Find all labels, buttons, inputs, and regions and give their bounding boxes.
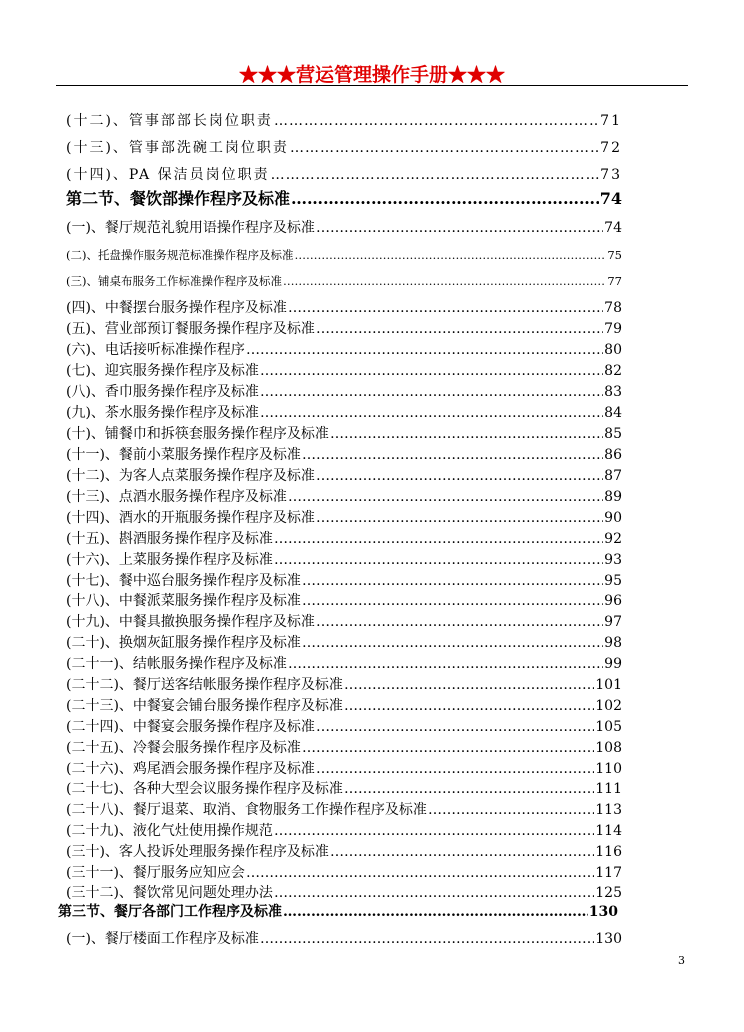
toc-entry-page: 72 — [600, 140, 622, 156]
toc-entry — [66, 822, 622, 840]
toc-entry-page: 116 — [595, 844, 622, 860]
toc-dot-leader — [344, 676, 594, 694]
toc-entry-page: 92 — [604, 531, 622, 547]
toc-dot-leader — [316, 760, 594, 778]
toc-dot-leader — [260, 930, 594, 948]
toc-entry-page: 79 — [604, 321, 622, 337]
toc-entry-page: 86 — [604, 447, 622, 463]
toc-entry-label: (二十一)、结帐服务操作程序及标准 — [66, 656, 287, 672]
toc-entry-page: 93 — [604, 552, 622, 568]
toc-entry-label: (十七)、餐中巡台服务操作程序及标准 — [66, 573, 301, 589]
toc-dot-leader — [302, 739, 594, 757]
toc-entry-page: 90 — [604, 510, 622, 526]
toc-entry-label: (一)、餐厅楼面工作程序及标准 — [66, 931, 259, 947]
toc-entry — [66, 383, 622, 401]
toc-dot-leader — [316, 613, 603, 631]
toc-entry-page: 102 — [595, 698, 622, 714]
header-divider — [56, 85, 688, 86]
toc-entry-label: (五)、营业部预订餐服务操作程序及标准 — [66, 321, 315, 337]
toc-entry-page: 97 — [604, 614, 622, 630]
toc-entry-label: (一)、餐厅规范礼貌用语操作程序及标准 — [66, 220, 315, 236]
toc-entry-page: 130 — [595, 931, 622, 947]
toc-entry — [66, 739, 622, 757]
toc-entry-label: (二十六)、鸡尾酒会服务操作程序及标准 — [66, 761, 315, 777]
toc-entry-page: 105 — [595, 719, 622, 735]
toc-entry-page: 96 — [604, 593, 622, 609]
toc-dot-leader — [316, 718, 594, 736]
toc-entry-page: 125 — [595, 885, 622, 901]
toc-entry-page: 73 — [600, 167, 622, 183]
toc-entry — [66, 219, 622, 237]
toc-dot-leader — [316, 320, 603, 338]
toc-entry — [66, 446, 622, 464]
toc-entry-label: (八)、香巾服务操作程序及标准 — [66, 384, 259, 400]
toc-entry-page: 87 — [604, 468, 622, 484]
toc-entry — [66, 299, 622, 317]
toc-entry-label: (二)、托盘操作服务规范标准操作程序及标准 — [66, 248, 294, 262]
toc-entry-label: (二十二)、餐厅送客结帐服务操作程序及标准 — [66, 677, 343, 693]
toc-dot-leader — [288, 655, 603, 673]
toc-dot-leader — [260, 362, 603, 380]
toc-entry-page: 77 — [607, 274, 622, 288]
toc-entry-page: 80 — [604, 342, 622, 358]
toc-entry-label: (十一)、餐前小菜服务操作程序及标准 — [66, 447, 301, 463]
toc-entry-label: (二十四)、中餐宴会服务操作程序及标准 — [66, 719, 315, 735]
toc-dot-leader — [330, 425, 603, 443]
toc-entry — [66, 676, 622, 694]
toc-entry-page: 74 — [604, 220, 622, 236]
toc-dot-leader — [428, 801, 594, 819]
toc-dot-leader — [302, 592, 603, 610]
toc-dot-leader — [260, 383, 603, 401]
toc-entry — [66, 425, 622, 443]
toc-dot-leader — [274, 822, 594, 840]
toc-dot-leader — [344, 697, 594, 715]
toc-dot-leader — [294, 246, 606, 264]
toc-entry-label: (十五)、斟酒服务操作程序及标准 — [66, 531, 273, 547]
toc-entry-label: (二十八)、餐厅退菜、取消、食物服务工作操作程序及标准 — [66, 802, 427, 818]
toc-entry-page: 117 — [595, 865, 622, 881]
toc-dot-leader — [316, 467, 603, 485]
toc-entry-label: (二十)、换烟灰缸服务操作程序及标准 — [66, 635, 301, 651]
toc-entry-page: 95 — [604, 573, 622, 589]
toc-entry — [66, 697, 622, 715]
toc-dot-leader — [283, 272, 606, 290]
toc-entry — [66, 530, 622, 548]
toc-entry — [66, 488, 622, 506]
toc-entry-label: (二十三)、中餐宴会铺台服务操作程序及标准 — [66, 698, 343, 714]
toc-entry — [66, 112, 622, 130]
toc-section-heading — [58, 903, 618, 921]
toc-entry — [66, 341, 622, 359]
toc-entry — [66, 801, 622, 819]
toc-entry-label: (十九)、中餐具撤换服务操作程序及标准 — [66, 614, 315, 630]
toc-entry — [66, 634, 622, 652]
document-header-title: ★★★营运管理操作手册★★★ — [238, 64, 505, 86]
toc-entry-label: (十八)、中餐派菜服务操作程序及标准 — [66, 593, 301, 609]
toc-entry-page: 98 — [604, 635, 622, 651]
toc-dot-leader — [290, 139, 599, 157]
toc-dot-leader — [283, 903, 588, 921]
toc-entry — [66, 655, 622, 673]
toc-entry-page: 108 — [595, 740, 622, 756]
toc-entry — [66, 864, 622, 882]
toc-entry — [66, 272, 622, 290]
toc-dot-leader — [288, 299, 603, 317]
toc-dot-leader — [246, 864, 594, 882]
toc-dot-leader — [260, 404, 603, 422]
toc-entry-page: 110 — [595, 761, 622, 777]
toc-entry-label: (三十一)、餐厅服务应知应会 — [66, 865, 245, 881]
toc-entry-page: 78 — [604, 300, 622, 316]
toc-entry-label: 第三节、餐厅各部门工作程序及标准 — [58, 904, 282, 920]
toc-entry-page: 99 — [604, 656, 622, 672]
toc-entry — [66, 613, 622, 631]
toc-dot-leader — [302, 572, 603, 590]
toc-dot-leader — [274, 551, 603, 569]
toc-entry-label: (三十二)、餐饮常见问题处理办法 — [66, 885, 273, 901]
toc-entry-label: (十六)、上菜服务操作程序及标准 — [66, 552, 273, 568]
toc-entry-label: (十四)、PA 保洁员岗位职责 — [66, 167, 270, 183]
toc-entry — [66, 718, 622, 736]
toc-dot-leader — [302, 634, 603, 652]
toc-entry-label: (九)、茶水服务操作程序及标准 — [66, 405, 259, 421]
toc-entry-label: (三)、铺桌布服务工作标准操作程序及标准 — [66, 274, 282, 288]
toc-entry-page: 111 — [595, 781, 622, 797]
toc-dot-leader — [302, 446, 603, 464]
toc-entry-label: (四)、中餐摆台服务操作程序及标准 — [66, 300, 287, 316]
toc-dot-leader — [274, 530, 603, 548]
toc-dot-leader — [246, 341, 603, 359]
toc-dot-leader — [288, 488, 603, 506]
toc-entry-label: (十二)、为客人点菜服务操作程序及标准 — [66, 468, 315, 484]
toc-entry — [66, 246, 622, 264]
toc-dot-leader — [316, 219, 603, 237]
toc-entry-page: 114 — [595, 823, 622, 839]
toc-entry — [66, 139, 622, 157]
toc-entry-page: 71 — [600, 113, 622, 129]
toc-entry — [66, 884, 622, 902]
toc-entry-label: (十三)、点酒水服务操作程序及标准 — [66, 489, 287, 505]
toc-entry — [66, 572, 622, 590]
toc-entry-label: (十三)、管事部洗碗工岗位职责 — [66, 140, 289, 156]
toc-entry — [66, 320, 622, 338]
toc-dot-leader — [271, 166, 600, 184]
toc-entry — [66, 930, 622, 948]
toc-entry-page: 113 — [595, 802, 622, 818]
toc-entry-label: (三十)、客人投诉处理服务操作程序及标准 — [66, 844, 329, 860]
toc-dot-leader — [330, 843, 594, 861]
toc-entry-page: 101 — [595, 677, 622, 693]
toc-entry — [66, 843, 622, 861]
toc-dot-leader — [344, 780, 594, 798]
toc-entry-label: (二十五)、冷餐会服务操作程序及标准 — [66, 740, 301, 756]
toc-entry-label: (十二)、管事部部长岗位职责 — [66, 113, 273, 129]
toc-dot-leader — [316, 509, 603, 527]
toc-entry-page: 89 — [604, 489, 622, 505]
toc-entry-label: (六)、电话接听标准操作程序 — [66, 342, 245, 358]
toc-entry — [66, 509, 622, 527]
toc-dot-leader — [274, 884, 594, 902]
toc-dot-leader — [291, 190, 599, 208]
toc-entry-page: 84 — [604, 405, 622, 421]
toc-section-heading — [66, 190, 622, 208]
toc-entry — [66, 362, 622, 380]
toc-entry-label: (二十九)、液化气灶使用操作规范 — [66, 823, 273, 839]
toc-entry — [66, 760, 622, 778]
page-number: 3 — [678, 954, 685, 967]
toc-entry — [66, 592, 622, 610]
toc-entry-page: 85 — [604, 426, 622, 442]
toc-entry — [66, 551, 622, 569]
toc-entry-page: 82 — [604, 363, 622, 379]
toc-entry — [66, 166, 622, 184]
toc-entry — [66, 404, 622, 422]
toc-entry-page: 83 — [604, 384, 622, 400]
toc-dot-leader — [274, 112, 599, 130]
toc-entry-page: 75 — [607, 248, 622, 262]
toc-entry-label: 第二节、餐饮部操作程序及标准 — [66, 190, 291, 208]
toc-entry-page: 130 — [588, 904, 618, 920]
toc-entry — [66, 467, 622, 485]
toc-entry — [66, 780, 622, 798]
toc-entry-label: (二十七)、各种大型会议服务操作程序及标准 — [66, 781, 343, 797]
toc-entry-label: (七)、迎宾服务操作程序及标准 — [66, 363, 259, 379]
toc-entry-label: (十)、铺餐巾和拆筷套服务操作程序及标准 — [66, 426, 329, 442]
toc-entry-label: (十四)、酒水的开瓶服务操作程序及标准 — [66, 510, 315, 526]
toc-entry-page: 74 — [599, 190, 622, 208]
